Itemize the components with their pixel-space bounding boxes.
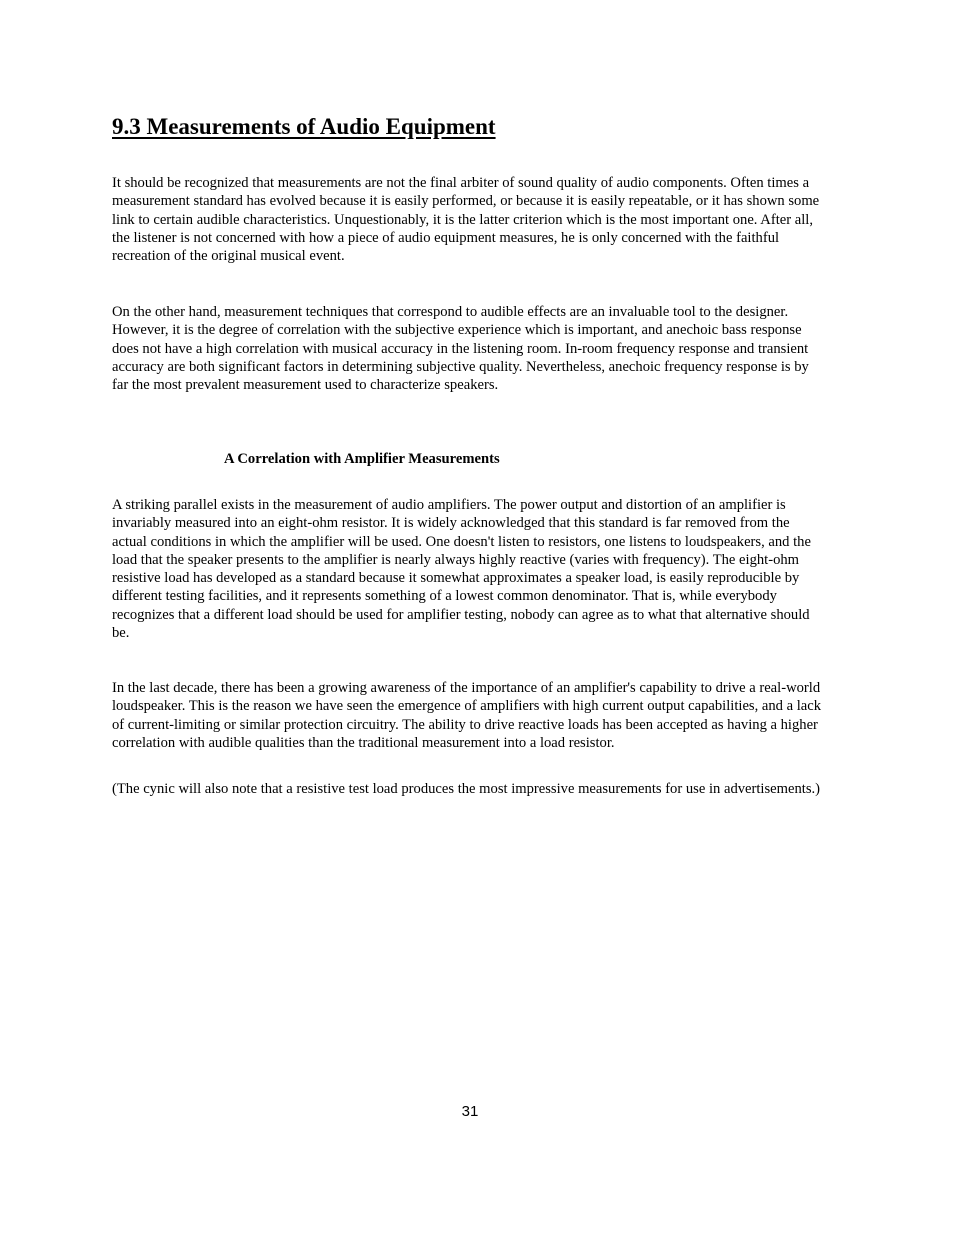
paragraph-last-decade: In the last decade, there has been a growing awareness of the importance of an amplifier's capability to drive a real-world loudspeaker. This is the reason we have seen the emergence of amplifiers with high current output capabilities, and a lack of current-limiting or similar protection circuitry. The ability to drive reactive loads has been accepted as having a higher correlation with audible qualities than the traditional measurement into a load resistor. [112,680,822,751]
section-title: 9.3 Measurements of Audio Equipment [112,114,496,139]
page-number: 31 [461,1103,479,1120]
subheading-amplifier-correlation: A Correlation with Amplifier Measurements [224,451,500,467]
paragraph-cynic-note: (The cynic will also note that a resistive test load produces the most impressive measurements for use in advertisements.) [112,781,821,797]
paragraph-amplifier-parallel: A striking parallel exists in the measurement of audio amplifiers. The power output and distortion of an amplifier is invariably measured into an eight-ohm resistor. It is widely acknowledged that this standard is far removed from the actual conditions in which the amplifier will be used. One doesn't listen to resistors, one listens to loudspeakers, and the load that the speaker presents to the amplifier is nearly always highly reactive (varies with frequency). The eight-ohm resistive load has developed as a standard because it somewhat approximates a speaker load, is easily reproducible by different testing facilities, and it represents something of a lowest common denominator. That is, while everybody recognizes that a different load should be used for amplifier testing, nobody can agree as to what that alternative should be. [112,497,811,642]
paragraph-measurement-techniques: On the other hand, measurement techniques that correspond to audible effects are an invaluable tool to the designer. However, it is the degree of correlation with the subjective experience which is important, and anechoic bass response does not have a high correlation with musical accuracy in the listening room. In-room frequency response and transient accuracy are both significant factors in determining subjective quality. Nevertheless, anechoic frequency response is by far the most prevalent measurement used to characterize speakers. [112,304,809,394]
paragraph-measurements-arbiter: It should be recognized that measurements are not the final arbiter of sound quality of audio components. Often times a measurement standard has evolved because it is easily performed, or because it is easily repeatable, or it has shown some link to certain audible characteristics. Unquestionably, it is the latter criterion which is the most important one. After all, the listener is not concerned with how a piece of audio equipment measures, he is only concerned with the faithful recreation of the original musical event. [112,175,820,265]
